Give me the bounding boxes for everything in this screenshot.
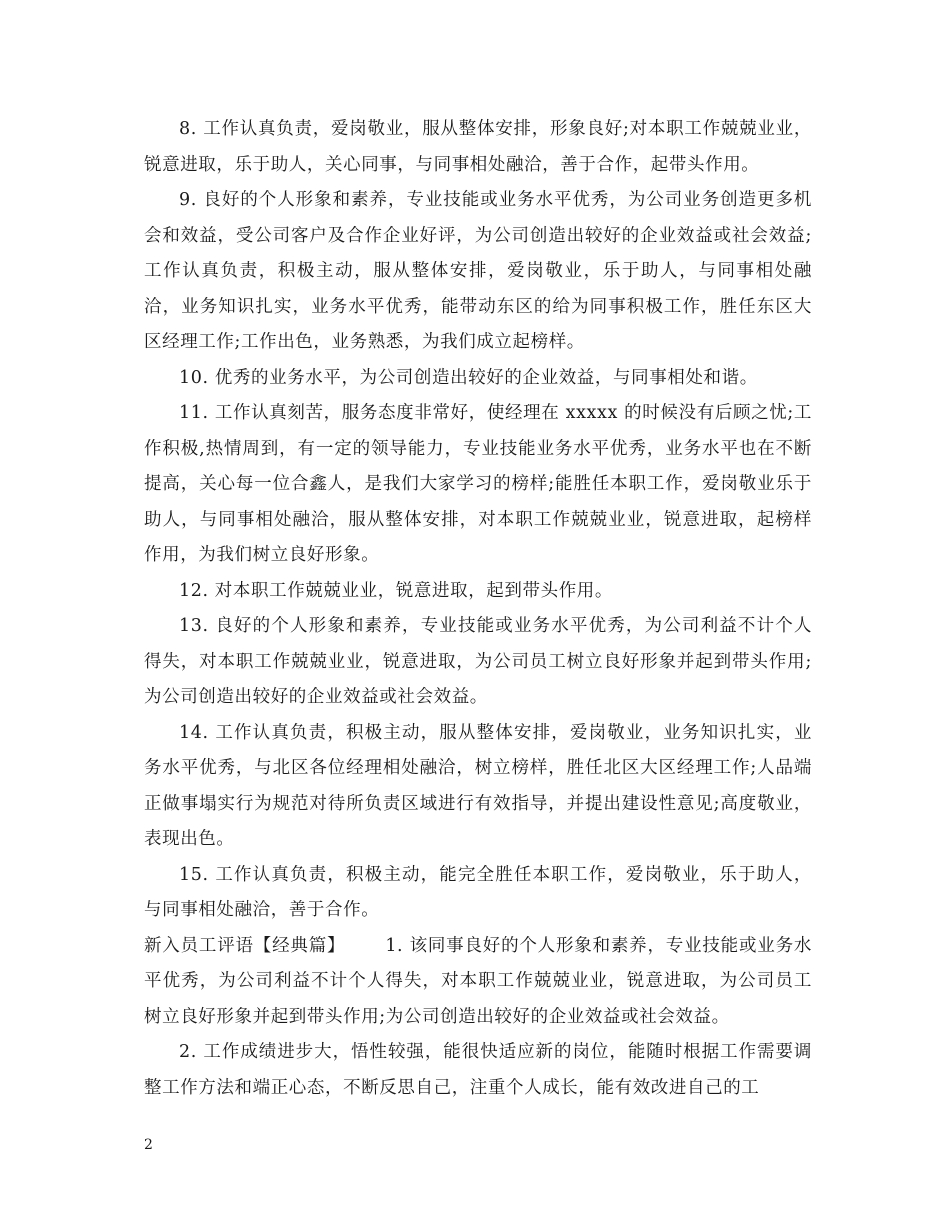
page-number: 2 [144, 1137, 153, 1153]
paragraph-item-15: 15. 工作认真负责，积极主动，能完全胜任本职工作，爱岗敬业，乐于助人，与同事相处融洽，善于合作。 [144, 864, 812, 920]
document-body [144, 112, 812, 1106]
paragraph-item-8: 8. 工作认真负责，爱岗敬业，服从整体安排，形象良好;对本职工作兢兢业业，锐意进取，乐于助人，关心同事，与同事相处融洽，善于合作，起带头作用。 [144, 119, 812, 175]
section-heading: 新入员工评语【经典篇】 [144, 935, 346, 956]
paragraph-item-12: 12. 对本职工作兢兢业业，锐意进取，起到带头作用。 [179, 580, 613, 601]
section-item-1: 1. 该同事良好的个人形象和素养，专业技能或业务水平优秀，为公司利益不计个人得失，对本职工作兢兢业业，锐意进取，为公司员工树立良好形象并起到带头作用;为公司创造出较好的企业效益或社会效益。 [144, 935, 812, 1027]
paragraph-item-10: 10. 优秀的业务水平，为公司创造出较好的企业效益，与同事相处和谐。 [179, 367, 758, 388]
paragraph-item-11: 11. 工作认真刻苦，服务态度非常好，使经理在 xxxxx 的时候没有后顾之忧;工作积极,热情周到，有一定的领导能力，专业技能业务水平优秀，业务水平也在不断提高，关心每一位合鑫人，是我们大家学习的榜样;能胜任本职工作，爱岗敬业乐于助人，与同事相处融洽，服从整体安排，对本职工作兢兢业业，锐意进取，起榜样作用，为我们树立良好形象。 [144, 403, 812, 565]
paragraph-item-13: 13. 良好的个人形象和素养，专业技能或业务水平优秀，为公司利益不计个人得失，对本职工作兢兢业业，锐意进取，为公司员工树立良好形象并起到带头作用;为公司创造出较好的企业效益或社会效益。 [144, 616, 812, 707]
section-item-2: 2. 工作成绩进步大，悟性较强，能很快适应新的岗位，能随时根据工作需要调整工作方法和端正心态，不断反思自己，注重个人成长，能有效改进自己的工 [144, 1042, 812, 1098]
section-paragraph [144, 929, 812, 1036]
paragraph-item-9: 9. 良好的个人形象和素养，专业技能或业务水平优秀，为公司业务创造更多机会和效益，受公司客户及合作企业好评，为公司创造出较好的企业效益或社会效益;工作认真负责，积极主动，服从整体安排，爱岗敬业，乐于助人，与同事相处融洽，业务知识扎实，业务水平优秀，能带动东区的给为同事积极工作，胜任东区大区经理工作;工作出色，业务熟悉，为我们成立起榜样。 [144, 190, 812, 352]
paragraph-item-14: 14. 工作认真负责，积极主动，服从整体安排，爱岗敬业，业务知识扎实，业务水平优秀，与北区各位经理相处融洽，树立榜样，胜任北区大区经理工作;人品端正做事塌实行为规范对待所负责区域进行有效指导，并提出建设性意见;高度敬业，表现出色。 [144, 722, 812, 849]
